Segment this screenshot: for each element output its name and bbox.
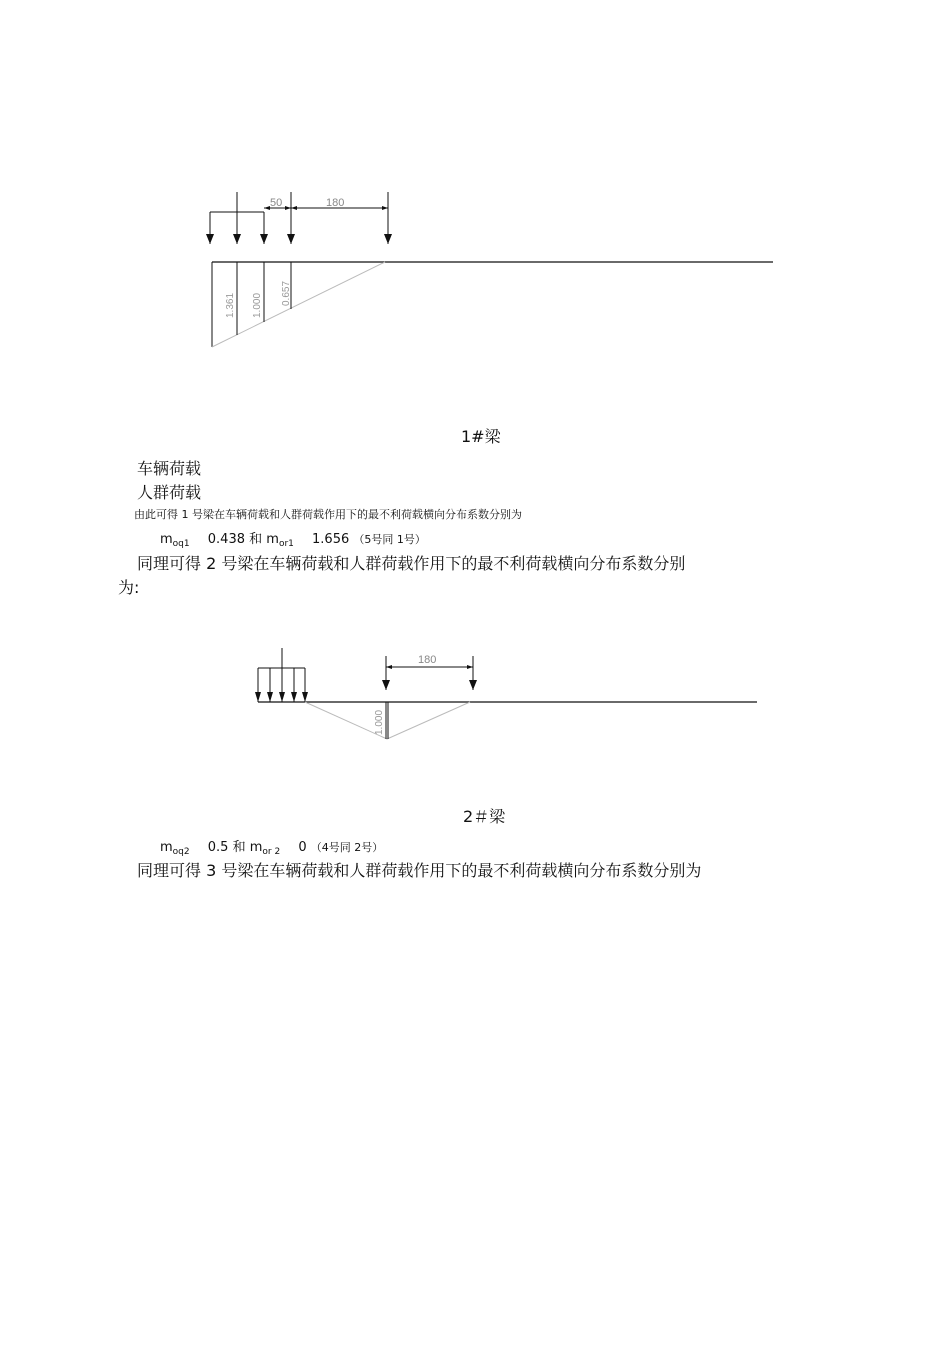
- m-oq2-symbol: m: [160, 840, 173, 855]
- conclusion-beam-1: 由此可得 1 号梁在车辆荷载和人群荷载作用下的最不利荷载横向分布系数分别为: [134, 508, 522, 521]
- m-or2-value: 0: [298, 840, 307, 855]
- vehicle-load-label: 车辆荷载: [137, 459, 202, 478]
- m-or1-value: 1.656: [312, 532, 350, 547]
- m-or2-subscript: or 2: [262, 847, 281, 857]
- paragraph-beam-2-line1: 同理可得 2 号梁在车辆荷载和人群荷载作用下的最不利荷载横向分布系数分别: [137, 554, 686, 573]
- ordinate-label-2: 1.000: [252, 292, 263, 318]
- ordinate-label-beam-2: 1.000: [374, 709, 385, 735]
- m-oq1-symbol: m: [160, 532, 173, 547]
- dimension-label-50: 50: [270, 197, 283, 209]
- figure-2-caption: 2＃梁: [463, 807, 506, 826]
- m-or2-symbol: m: [249, 840, 263, 855]
- m-or1-symbol: m: [266, 532, 279, 547]
- m-oq1-value: 0.438: [207, 532, 245, 547]
- ordinate-label-1: 1.361: [225, 292, 236, 318]
- paragraph-beam-3: 同理可得 3 号梁在车辆荷载和人群荷载作用下的最不利荷载横向分布系数分别为: [137, 861, 702, 880]
- m-oq2-value: 0.5: [207, 840, 229, 855]
- m-or1-subscript: or1: [278, 539, 294, 549]
- dimension-label-180-beam-2: 180: [418, 654, 437, 666]
- note-beam-4-same: （4号同 2号）: [310, 841, 384, 854]
- dimension-label-180: 180: [326, 197, 345, 209]
- and-text-2: 和: [232, 840, 246, 855]
- m-oq1-subscript: oq1: [172, 539, 190, 549]
- figure-1-caption: 1#梁: [461, 427, 501, 446]
- m-oq2-subscript: oq2: [172, 847, 190, 857]
- and-text: 和: [249, 532, 263, 547]
- note-beam-5-same: （5号同 1号）: [353, 533, 426, 546]
- crowd-load-label: 人群荷载: [137, 483, 202, 502]
- paragraph-beam-2-line2: 为:: [118, 578, 140, 597]
- ordinate-label-3: 0.657: [281, 280, 292, 306]
- result-beam-2: [160, 836, 383, 855]
